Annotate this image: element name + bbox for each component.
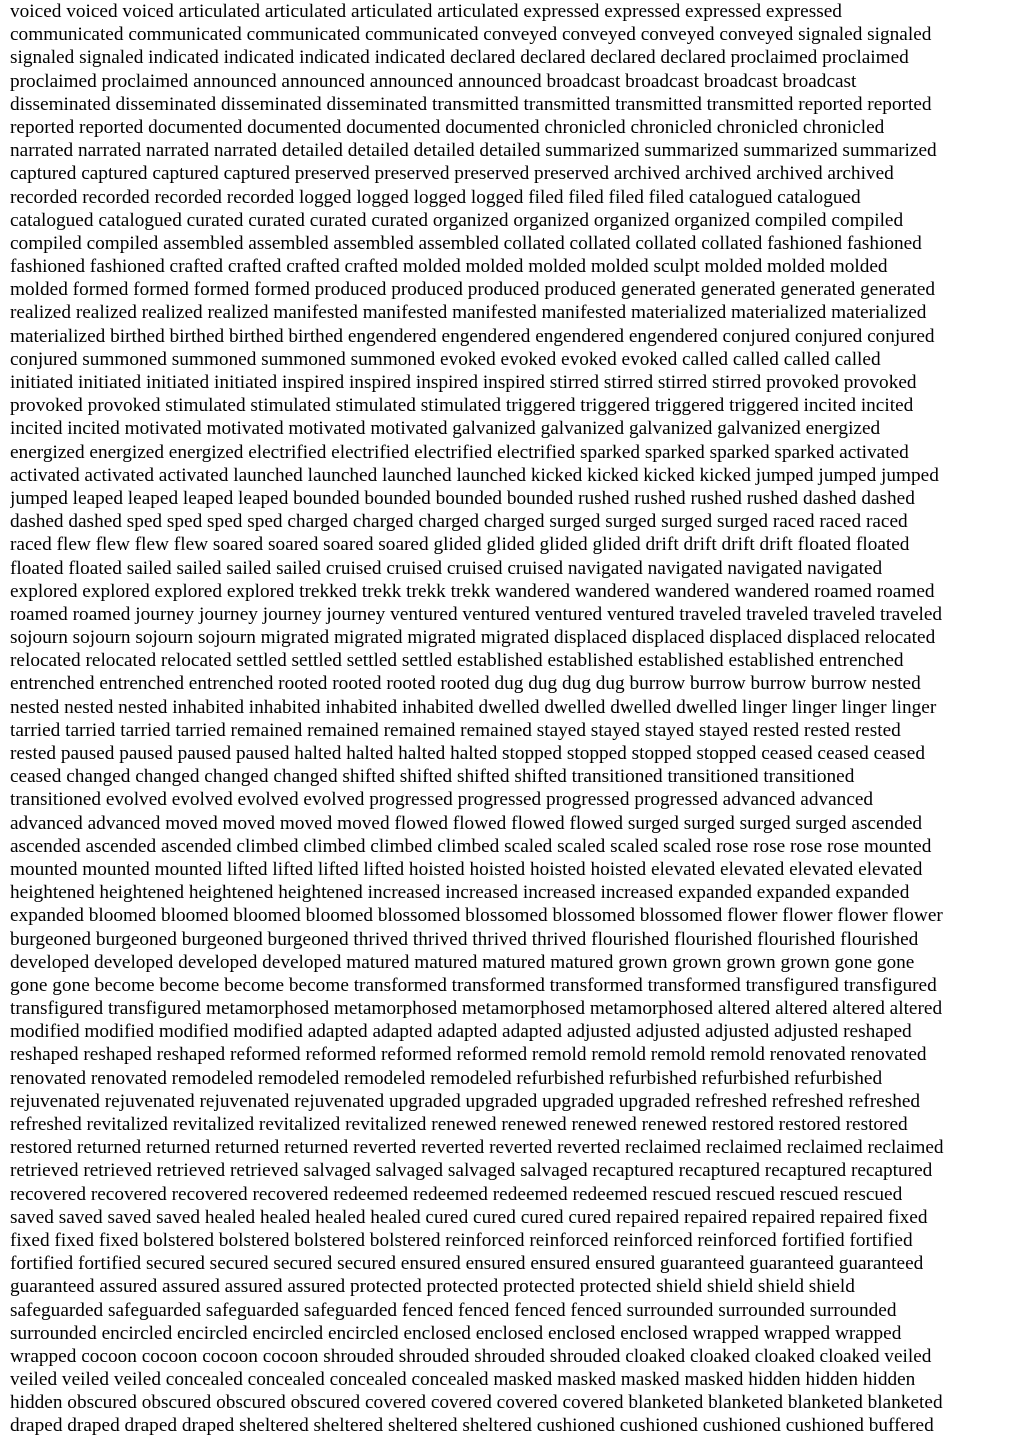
text-line: dashed dashed sped sped sped sped charged charged charged charged surged surged surged surged raced raced raced [10, 511, 908, 533]
text-line: recovered recovered recovered recovered redeemed redeemed redeemed redeemed rescued rescued rescued rescued [10, 1183, 903, 1205]
text-line: floated floated sailed sailed sailed sailed cruised cruised cruised cruised navigated navigated navigated navigated [10, 557, 883, 579]
text-line: renovated renovated remodeled remodeled remodeled remodeled refurbished refurbished refurbished refurbished [10, 1067, 883, 1089]
text-line: refreshed revitalized revitalized revitalized revitalized renewed renewed renewed renewed restored restored restored [10, 1114, 908, 1135]
text-line: rejuvenated rejuvenated rejuvenated rejuvenated upgraded upgraded upgraded upgraded refreshed refreshed refreshed [10, 1090, 921, 1112]
text-line: proclaimed proclaimed announced announced announced announced broadcast broadcast broadcast broadcast [10, 70, 857, 92]
text-line: reshaped reshaped reshaped reformed reformed reformed reformed remold remold remold remold renovated renovated [10, 1044, 927, 1066]
text-line: advanced advanced moved moved moved moved flowed flowed flowed flowed surged surged surged surged ascended [10, 812, 923, 834]
text-line: guaranteed assured assured assured assured protected protected protected protected shield shield shield shield [10, 1276, 855, 1298]
text-line: activated activated activated launched launched launched launched kicked kicked kicked kicked jumped jumped jumped [10, 464, 939, 486]
text-line: transitioned evolved evolved evolved evolved progressed progressed progressed progressed advanced advanced [10, 789, 874, 811]
text-line: provoked provoked stimulated stimulated stimulated stimulated triggered triggered triggered triggered incited incited [10, 395, 914, 417]
text-line: sojourn sojourn sojourn sojourn migrated migrated migrated migrated displaced displaced displaced displaced relocated [10, 627, 936, 649]
text-line: initiated initiated initiated initiated inspired inspired inspired inspired stirred stirred stirred stirred provoked provoked [10, 372, 917, 393]
text-line: catalogued catalogued curated curated curated curated organized organized organized organized compiled compiled [10, 209, 904, 231]
text-line: recorded recorded recorded recorded logged logged logged logged filed filed filed filed catalogued catalogued [10, 186, 861, 208]
text-line: compiled compiled assembled assembled assembled assembled collated collated collated collated fashioned fashioned [10, 232, 922, 254]
text-line: incited incited motivated motivated motivated motivated galvanized galvanized galvanized galvanized energized [10, 418, 881, 440]
text-line: tarried tarried tarried tarried remained remained remained remained stayed stayed stayed stayed rested rested rested [10, 719, 901, 741]
text-line: retrieved retrieved retrieved retrieved salvaged salvaged salvaged salvaged recaptured recaptured recaptured recaptured [10, 1160, 933, 1182]
text-line: ascended ascended ascended climbed climbed climbed climbed scaled scaled scaled scaled rose rose rose rose mounted [10, 835, 932, 857]
text-line: jumped leaped leaped leaped leaped bounded bounded bounded bounded rushed rushed rushed rushed dashed dashed [10, 487, 915, 509]
text-line: entrenched entrenched entrenched rooted rooted rooted rooted dug dug dug dug burrow burrow burrow burrow nested [10, 673, 921, 695]
text-line: disseminated disseminated disseminated disseminated transmitted transmitted transmitted transmitted reported reported [10, 93, 932, 115]
text-line: explored explored explored explored trekked trekk trekk trekk wandered wandered wandered wandered roamed roamed [10, 580, 935, 602]
text-line: ceased changed changed changed changed shifted shifted shifted shifted transitioned transitioned transitioned [10, 766, 855, 788]
text-line: saved saved saved saved healed healed healed healed cured cured cured cured repaired repaired repaired repaired fixed [10, 1206, 928, 1228]
text-line: molded formed formed formed formed produced produced produced produced generated generated generated generated [10, 279, 936, 301]
text-line: voiced voiced voiced articulated articulated articulated articulated expressed expressed expressed expressed [10, 1, 842, 22]
text-line: reported reported documented documented documented documented chronicled chronicled chronicled chronicled [10, 116, 885, 138]
text-line: expanded bloomed bloomed bloomed bloomed blossomed blossomed blossomed blossomed flower flower flower flower [10, 905, 943, 927]
document-page [10, 0, 1014, 1438]
text-line: relocated relocated relocated settled settled settled settled established established established established entrenched [10, 650, 904, 672]
text-line: energized energized energized electrified electrified electrified electrified sparked sparked sparked sparked activated [10, 441, 909, 463]
text-line: safeguarded safeguarded safeguarded safeguarded fenced fenced fenced fenced surrounded surrounded surrounded [10, 1299, 897, 1321]
text-line: burgeoned burgeoned burgeoned burgeoned thrived thrived thrived thrived flourished flourished flourished flourished [10, 928, 919, 950]
text-line: hidden obscured obscured obscured obscured covered covered covered covered blanketed blanketed blanketed blanketed [10, 1392, 943, 1414]
text-line: fortified fortified secured secured secured secured ensured ensured ensured ensured guaranteed guaranteed guaranteed [10, 1253, 924, 1275]
text-line: signaled signaled indicated indicated indicated indicated declared declared declared declared proclaimed proclaimed [10, 47, 909, 69]
text-line: conjured summoned summoned summoned summoned evoked evoked evoked evoked called called called called [10, 348, 881, 370]
text-line: realized realized realized realized manifested manifested manifested manifested materialized materialized materialized [10, 302, 927, 324]
text-line: materialized birthed birthed birthed birthed engendered engendered engendered engendered conjured conjured conjured [10, 325, 935, 347]
text-line: draped draped draped draped sheltered sheltered sheltered sheltered cushioned cushioned cushioned cushioned buffered [10, 1415, 934, 1437]
text-line: mounted mounted mounted lifted lifted lifted lifted hoisted hoisted hoisted hoisted elevated elevated elevated elevated [10, 858, 923, 880]
text-line: gone gone become become become become transformed transformed transformed transformed transfigured transfigured [10, 974, 937, 996]
text-line: heightened heightened heightened heightened increased increased increased increased expanded expanded expanded [10, 882, 910, 904]
text-line: roamed roamed journey journey journey journey ventured ventured ventured ventured traveled traveled traveled traveled [10, 603, 943, 625]
text-line: restored returned returned returned returned reverted reverted reverted reverted reclaimed reclaimed reclaimed reclaimed [10, 1137, 944, 1159]
text-line: fashioned fashioned crafted crafted crafted crafted molded molded molded molded sculpt molded molded molded [10, 256, 888, 278]
text-line: rested paused paused paused paused halted halted halted halted stopped stopped stopped stopped ceased ceased ceased [10, 743, 926, 764]
text-line: surrounded encircled encircled encircled encircled enclosed enclosed enclosed enclosed wrapped wrapped wrapped [10, 1322, 902, 1344]
text-line: raced flew flew flew flew soared soared soared soared glided glided glided glided drift drift drift drift floated floated [10, 534, 910, 556]
text-line: wrapped cocoon cocoon cocoon cocoon shrouded shrouded shrouded shrouded cloaked cloaked cloaked cloaked veiled [10, 1345, 932, 1367]
text-line: nested nested nested inhabited inhabited inhabited inhabited dwelled dwelled dwelled dwelled linger linger linger linger [10, 696, 937, 718]
text-line: fixed fixed fixed bolstered bolstered bolstered bolstered reinforced reinforced reinforced reinforced fortified fortified [10, 1229, 913, 1251]
text-line: developed developed developed developed matured matured matured matured grown grown grown grown gone gone [10, 951, 915, 973]
text-line: modified modified modified modified adapted adapted adapted adapted adjusted adjusted adjusted adjusted reshaped [10, 1021, 912, 1043]
text-line: veiled veiled veiled concealed concealed concealed concealed masked masked masked masked hidden hidden hidden [10, 1369, 916, 1391]
text-line: captured captured captured captured preserved preserved preserved preserved archived archived archived archived [10, 163, 894, 185]
text-line: transfigured transfigured metamorphosed metamorphosed metamorphosed metamorphosed altered altered altered altered [10, 998, 943, 1020]
text-line: communicated communicated communicated communicated conveyed conveyed conveyed conveyed signaled signaled [10, 24, 932, 46]
text-line: narrated narrated narrated narrated detailed detailed detailed detailed summarized summarized summarized summarized [10, 140, 937, 162]
